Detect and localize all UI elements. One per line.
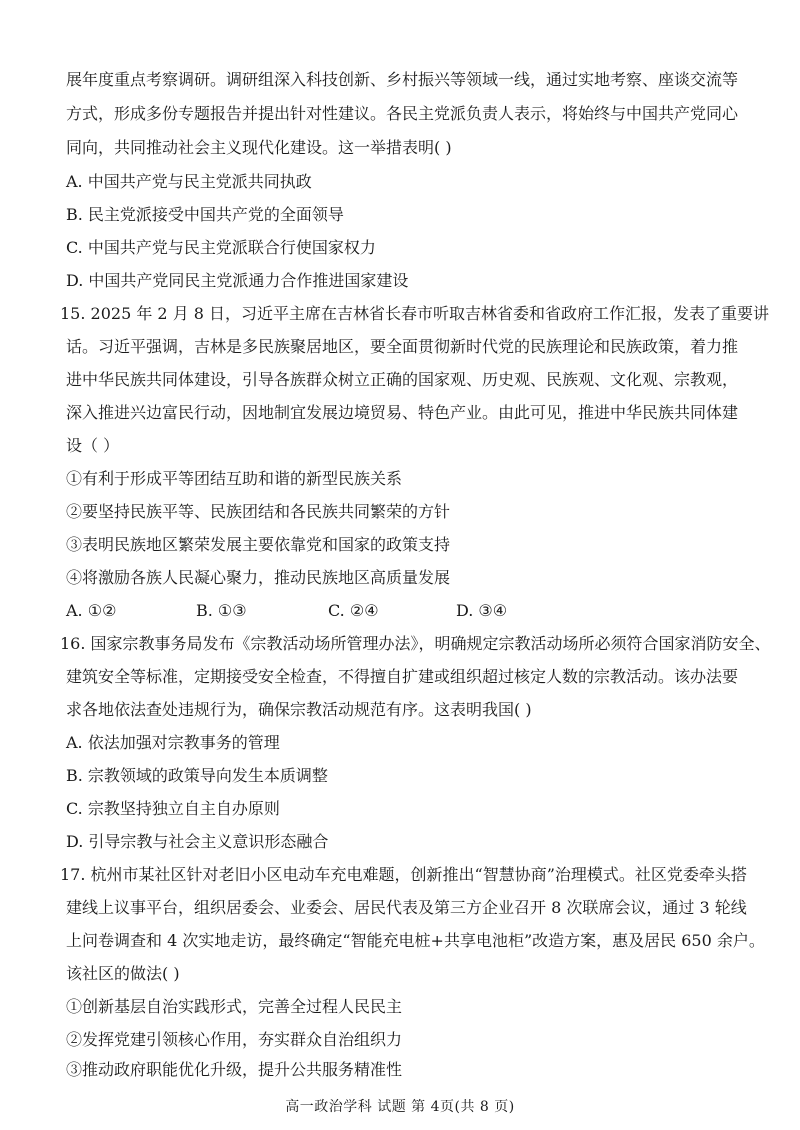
- q16-stem-line-1: 16. 国家宗教事务局发布《宗教活动场所管理办法》，明确规定宗教活动场所必须符合国家消防安全、: [60, 634, 771, 653]
- q15-stem-line-4: 深入推进兴边富民行动，因地制宜发展边境贸易、特色产业。由此可见，推进中华民族共同体建: [66, 403, 739, 422]
- q15-statement-2: ②要坚持民族平等、民族团结和各民族共同繁荣的方针: [66, 502, 451, 521]
- q15-statement-3: ③表明民族地区繁荣发展主要依靠党和国家的政策支持: [66, 535, 451, 554]
- q14-stem-line-2: 方式，形成多份专题报告并提出针对性建议。各民主党派负责人表示，将始终与中国共产党同心: [66, 104, 739, 123]
- q17-statement-1: ①创新基层自治实践形式，完善全过程人民民主: [66, 997, 403, 1016]
- q14-option-d: D. 中国共产党同民主党派通力合作推进国家建设: [66, 271, 409, 290]
- q14-option-a: A. 中国共产党与民主党派共同执政: [66, 172, 312, 191]
- q16-stem-line-3: 求各地依法查处违规行为，确保宗教活动规范有序。这表明我国( ): [66, 700, 532, 719]
- q15-choice-b: B. ①③: [196, 601, 247, 620]
- q15-choice-a: A. ①②: [66, 601, 117, 620]
- q17-statement-2: ②发挥党建引领核心作用，夯实群众自治组织力: [66, 1030, 403, 1049]
- q17-stem-line-4: 该社区的做法( ): [66, 964, 180, 983]
- q15-stem-line-2: 话。习近平强调，吉林是多民族聚居地区，要全面贯彻新时代党的民族理论和民族政策，着力推: [66, 337, 739, 356]
- q14-stem-line-3: 同向，共同推动社会主义现代化建设。这一举措表明( ): [66, 138, 452, 157]
- q15-choice-c: C. ②④: [328, 601, 379, 620]
- q17-statement-3: ③推动政府职能优化升级，提升公共服务精准性: [66, 1060, 403, 1079]
- q17-stem-line-3: 上问卷调查和 4 次实地走访，最终确定“智能充电桩+共享电池柜”改造方案，惠及居民 650 余户。: [66, 931, 765, 950]
- q14-option-b: B. 民主党派接受中国共产党的全面领导: [66, 205, 344, 224]
- q15-statement-4: ④将激励各族人民凝心聚力，推动民族地区高质量发展: [66, 568, 451, 587]
- q15-stem-line-1: 15. 2025 年 2 月 8 日，习近平主席在吉林省长春市听取吉林省委和省政府工作汇报，发表了重要讲: [60, 304, 770, 323]
- q14-stem-line-1: 展年度重点考察调研。调研组深入科技创新、乡村振兴等领域一线，通过实地考察、座谈交流等: [66, 70, 739, 89]
- q16-option-d: D. 引导宗教与社会主义意识形态融合: [66, 832, 329, 851]
- page-footer: 高一政治学科 试题 第 4页(共 8 页): [285, 1099, 515, 1115]
- q15-choice-d: D. ③④: [456, 601, 508, 620]
- q17-stem-line-2: 建线上议事平台，组织居委会、业委会、居民代表及第三方企业召开 8 次联席会议，通过 3 轮线: [66, 898, 747, 917]
- q16-option-a: A. 依法加强对宗教事务的管理: [66, 733, 280, 752]
- q16-option-c: C. 宗教坚持独立自主自办原则: [66, 799, 280, 818]
- q16-option-b: B. 宗教领域的政策导向发生本质调整: [66, 766, 328, 785]
- q14-option-c: C. 中国共产党与民主党派联合行使国家权力: [66, 238, 376, 257]
- q16-stem-line-2: 建筑安全等标准，定期接受安全检查，不得擅自扩建或组织超过核定人数的宗教活动。该办法要: [66, 667, 739, 686]
- q15-stem-line-5: 设（ ）: [66, 436, 120, 455]
- q15-stem-line-3: 进中华民族共同体建设，引导各族群众树立正确的国家观、历史观、民族观、文化观、宗教观，: [66, 370, 739, 389]
- q15-statement-1: ①有利于形成平等团结互助和谐的新型民族关系: [66, 469, 403, 488]
- q17-stem-line-1: 17. 杭州市某社区针对老旧小区电动车充电难题，创新推出“智慧协商”治理模式。社区党委牵头搭: [60, 865, 747, 884]
